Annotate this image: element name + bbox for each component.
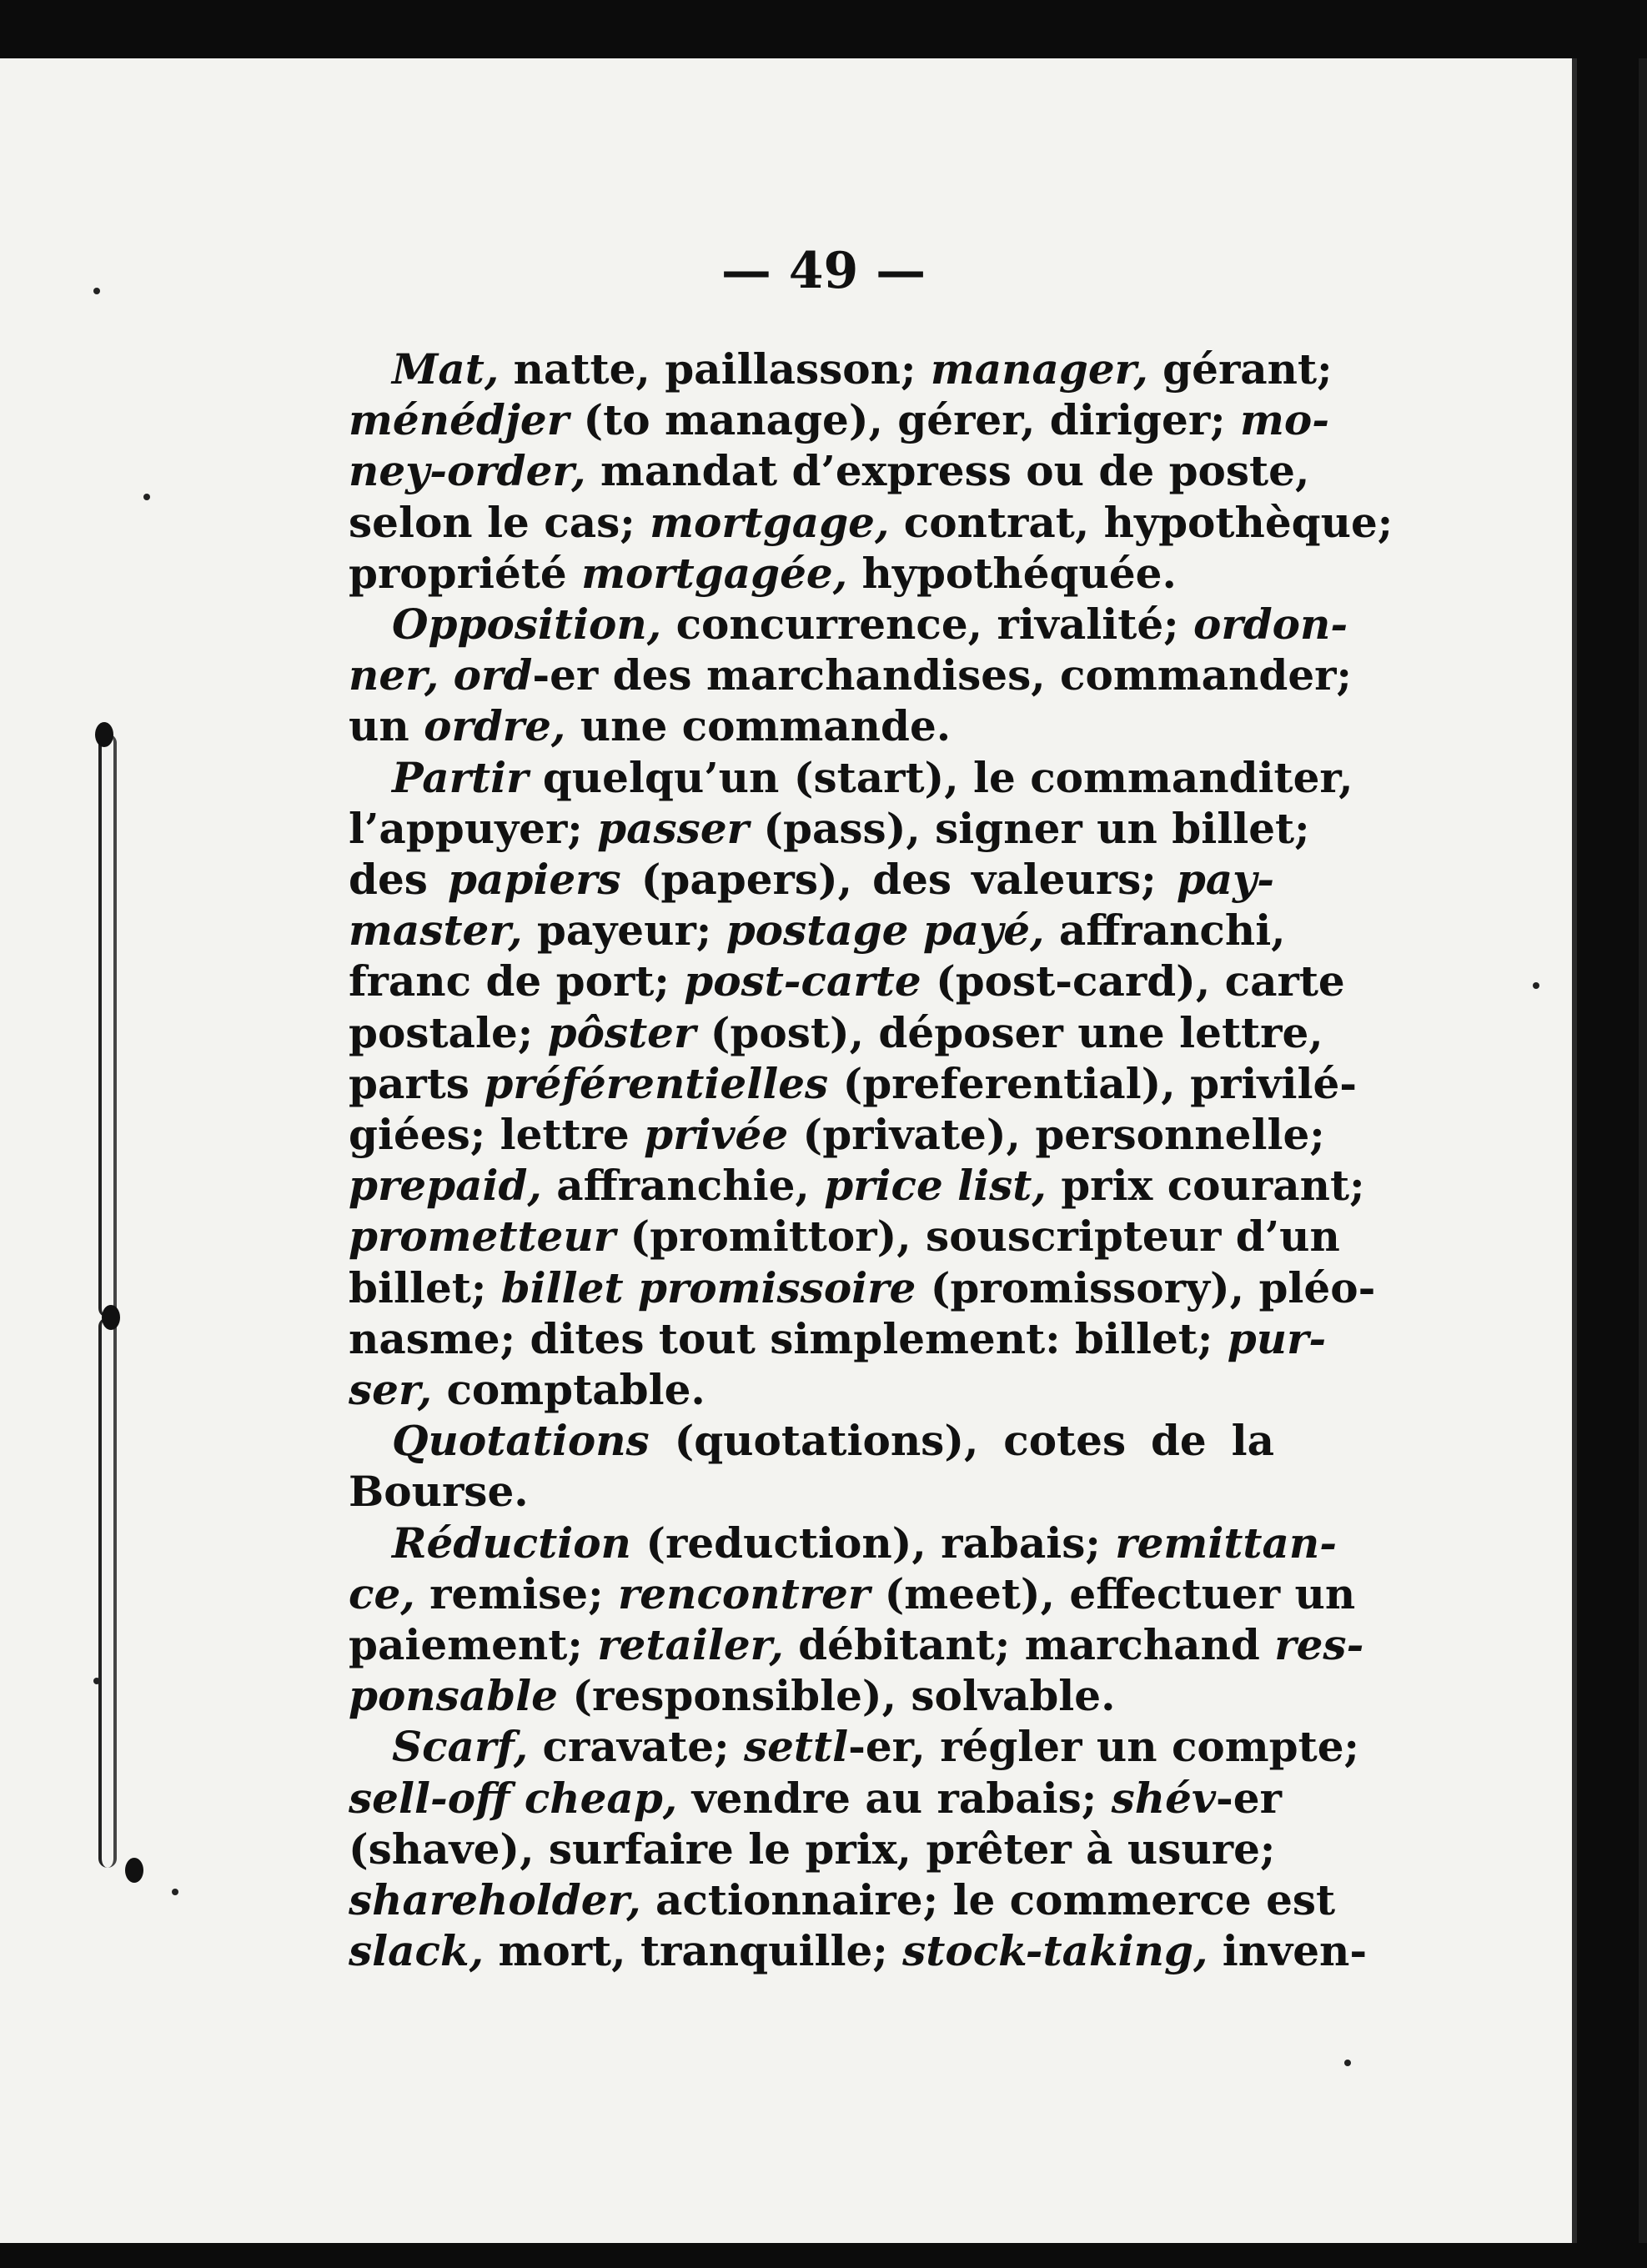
text-run: paiement;: [349, 1620, 598, 1670]
text-run: -er, régler un compte;: [848, 1722, 1359, 1772]
text-run: gérant;: [1147, 344, 1333, 394]
text-line: [349, 1160, 1365, 1211]
text-line: [349, 650, 1352, 700]
text-run: mort, tranquille;: [484, 1926, 903, 1976]
italic-term: préférentielles: [484, 1058, 829, 1108]
text-line: [349, 1109, 1325, 1160]
italic-term: post-carte: [684, 956, 921, 1006]
italic-term: price list,: [824, 1161, 1047, 1211]
text-run: payeur;: [522, 906, 726, 956]
text-line: [349, 1262, 1376, 1313]
italic-term: mo-: [1240, 395, 1330, 445]
text-run: hypothéquée.: [847, 548, 1177, 598]
italic-term: slack,: [349, 1926, 485, 1976]
text-run: (papers), des valeurs;: [620, 855, 1177, 905]
italic-term: Opposition,: [392, 600, 662, 650]
text-line: [349, 752, 1353, 803]
text-line: [349, 956, 1345, 1006]
text-run: (to manage), gérer, diriger;: [569, 395, 1241, 445]
italic-term: ménédjer: [349, 395, 570, 445]
text-run: prix courant;: [1046, 1161, 1365, 1211]
text-line: [349, 1670, 1274, 1721]
paper-speck: [1344, 2060, 1351, 2066]
text-line: [349, 700, 1274, 751]
text-run: affranchi,: [1044, 906, 1286, 956]
italic-term: remittan-: [1115, 1518, 1338, 1568]
italic-term: retailer,: [597, 1620, 784, 1670]
text-line: [349, 1211, 1340, 1262]
text-run: (post), déposer une lettre,: [695, 1007, 1323, 1057]
italic-term: res-: [1274, 1620, 1364, 1670]
italic-term: prometteur: [349, 1212, 616, 1262]
body-text: [349, 344, 1393, 1977]
italic-term: sell-off cheap,: [349, 1773, 678, 1823]
italic-term: ner, ord: [349, 650, 533, 700]
italic-term: ce,: [349, 1568, 415, 1618]
text-line: [349, 1364, 1274, 1415]
italic-term: prepaid,: [349, 1161, 542, 1211]
text-line: [349, 344, 1333, 394]
italic-term: ponsable: [349, 1671, 558, 1721]
binding-knot-bottom: [125, 1858, 143, 1883]
italic-term: privée: [644, 1110, 789, 1160]
paper-speck: [143, 494, 150, 500]
text-run: quelqu’un (start), le commanditer,: [528, 752, 1353, 802]
text-run: (pass), signer un billet;: [748, 803, 1310, 853]
text-line: [349, 905, 1286, 956]
text-run: (promittor), souscripteur d’un: [615, 1212, 1340, 1262]
italic-term: mortgagée,: [581, 548, 848, 598]
text-run: natte, paillasson;: [499, 344, 931, 394]
text-line: [349, 1925, 1368, 1976]
italic-term: mortgage,: [650, 497, 890, 547]
italic-term: billet promissoire: [500, 1262, 916, 1312]
italic-term: master,: [349, 906, 523, 956]
text-line: [349, 803, 1310, 854]
italic-term: Réduction: [392, 1518, 631, 1568]
text-run: (reduction), rabais;: [630, 1518, 1116, 1568]
italic-term: settl: [743, 1722, 849, 1772]
text-run: nasme; dites tout simplement: billet;: [349, 1313, 1228, 1363]
text-line: [349, 1415, 1274, 1466]
text-run: cravate;: [528, 1722, 744, 1772]
text-run: des: [349, 855, 449, 905]
text-line: [349, 497, 1393, 548]
text-line: [349, 445, 1310, 496]
text-run: comptable.: [432, 1365, 705, 1415]
italic-term: ney-order,: [349, 446, 586, 496]
italic-term: postage payé,: [726, 906, 1045, 956]
text-run: mandat d’express ou de poste,: [585, 446, 1310, 496]
text-run: (responsible), solvable.: [557, 1671, 1116, 1721]
page-number: — 49 —: [721, 242, 926, 300]
text-run: vendre au rabais;: [677, 1773, 1112, 1823]
text-run: giées; lettre: [349, 1110, 645, 1160]
text-line: [349, 1313, 1327, 1364]
text-run: parts: [349, 1058, 485, 1108]
text-line: [349, 1824, 1274, 1874]
page-edge: [1639, 58, 1647, 2243]
italic-term: stock-taking,: [902, 1926, 1208, 1976]
italic-term: Mat,: [392, 344, 500, 394]
italic-term: shév: [1111, 1773, 1216, 1823]
italic-term: ordon-: [1193, 600, 1348, 650]
italic-term: rencontrer: [617, 1568, 871, 1618]
text-run: débitant; marchand: [783, 1620, 1275, 1670]
text-line: [349, 1058, 1358, 1109]
text-run: (post-card), carte: [921, 956, 1345, 1006]
paper-speck: [93, 1678, 100, 1684]
italic-term: pôster: [547, 1007, 696, 1057]
text-run: Bourse.: [349, 1467, 529, 1517]
paper-speck: [172, 1889, 178, 1895]
binding-thread-lower: [98, 1317, 117, 1868]
text-run: affranchie,: [541, 1161, 825, 1211]
italic-term: pur-: [1227, 1313, 1327, 1363]
text-run: un: [349, 701, 424, 751]
text-run: actionnaire; le commerce est: [640, 1875, 1336, 1925]
binding-knot-middle: [102, 1305, 120, 1330]
text-run: billet;: [349, 1262, 501, 1312]
italic-term: Scarf,: [392, 1722, 529, 1772]
text-run: franc de port;: [349, 956, 685, 1006]
text-line: [349, 1619, 1364, 1670]
text-run: (private), personnelle;: [788, 1110, 1325, 1160]
text-run: (meet), effectuer un: [870, 1568, 1356, 1618]
text-line: [349, 1721, 1359, 1772]
text-run: contrat, hypothèque;: [889, 497, 1393, 547]
text-line: [349, 548, 1274, 599]
text-run: -er des marchandises, commander;: [532, 650, 1352, 700]
italic-term: ser,: [349, 1365, 433, 1415]
italic-term: papiers: [448, 855, 621, 905]
text-run: postale;: [349, 1007, 548, 1057]
text-line: [349, 1874, 1336, 1925]
text-run: (preferential), privilé-: [828, 1058, 1358, 1108]
text-line: [349, 599, 1348, 650]
text-run: (shave), surfaire le prix, prêter à usure;: [349, 1824, 1276, 1874]
italic-term: passer: [597, 803, 749, 853]
text-run: inven-: [1208, 1926, 1368, 1976]
text-run: propriété: [349, 548, 582, 598]
text-line: [349, 1773, 1282, 1824]
binding-knot-top: [95, 722, 113, 747]
text-run: concurrence, rivalité;: [661, 600, 1193, 650]
text-line: [349, 1466, 1274, 1517]
italic-term: Partir: [392, 752, 529, 802]
binding-thread-upper: [98, 734, 117, 1317]
text-line: [349, 1568, 1356, 1619]
text-run: remise;: [414, 1568, 618, 1618]
italic-term: shareholder,: [349, 1875, 641, 1925]
text-run: (quotations), cotes de la: [649, 1416, 1274, 1466]
paper-speck: [1533, 982, 1539, 989]
text-run: une commande.: [565, 701, 952, 751]
text-line: [349, 854, 1274, 905]
text-line: [349, 1518, 1338, 1568]
text-run: l’appuyer;: [349, 803, 598, 853]
italic-term: Quotations: [392, 1416, 650, 1466]
text-line: [349, 394, 1330, 445]
text-line: [349, 1007, 1323, 1058]
italic-term: ordre,: [424, 701, 566, 751]
italic-term: pay-: [1176, 855, 1274, 905]
text-run: selon le cas;: [349, 497, 650, 547]
text-run: (promissory), pléo-: [916, 1262, 1376, 1312]
italic-term: manager,: [930, 344, 1148, 394]
text-run: -er: [1216, 1773, 1282, 1823]
